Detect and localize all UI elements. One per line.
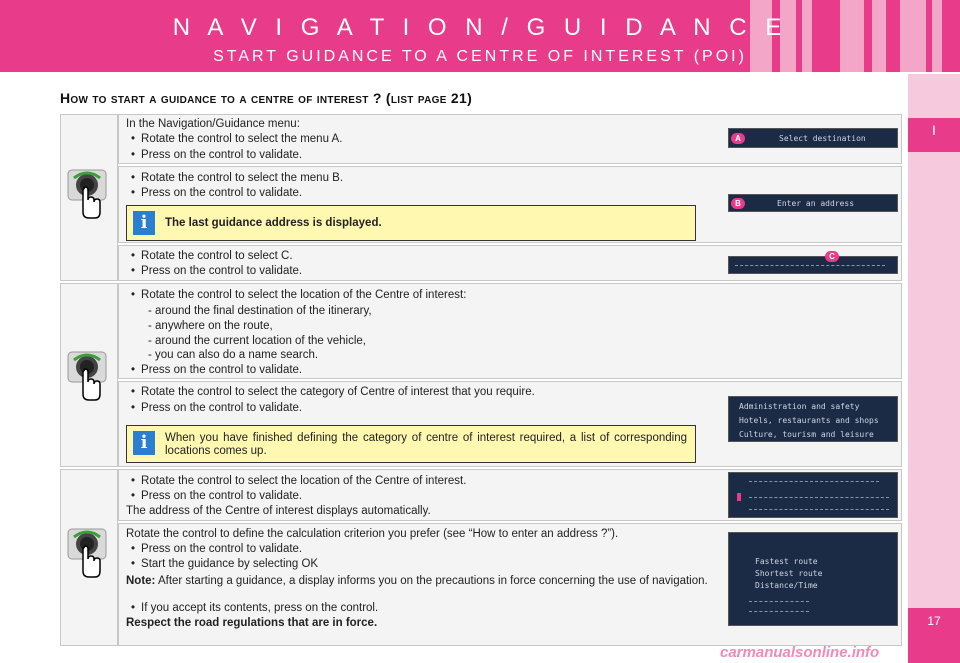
screen-label: Hotels, restaurants and shops	[739, 416, 879, 425]
step-text: In the Navigation/Guidance menu:	[126, 118, 300, 130]
step-bullet: • Start the guidance by selecting OK	[131, 557, 318, 571]
warning-text: Respect the road regulations that are in force.	[126, 617, 378, 629]
info-icon: i	[133, 431, 155, 455]
step-sub-item: - around the current location of the vehicle,	[148, 335, 366, 347]
screen-enter-address	[728, 194, 898, 212]
step-text: The address of the Centre of interest displays automatically.	[126, 505, 431, 517]
rotary-control-icon	[66, 527, 108, 579]
screen-label: Shortest route	[755, 569, 823, 578]
header-banner	[0, 0, 960, 72]
step-bullet: • Rotate the control to select C.	[131, 249, 293, 263]
screen-options-bar	[728, 252, 898, 274]
rotary-control-icon	[66, 168, 108, 220]
section-title: How to start a guidance to a centre of interest ? (list page 21)	[60, 90, 473, 106]
side-strip	[908, 74, 960, 663]
screen-label: Enter an address	[777, 199, 855, 208]
step-bullet: • Press on the control to validate.	[131, 264, 302, 278]
note-label: Note:	[126, 575, 156, 587]
step-text: Rotate the control to define the calculation criterion you prefer (see “How to enter an address ?”).	[126, 528, 619, 540]
note-text: After starting a guidance, a display informs you on the precautions in force concerning the use of navigation.	[157, 575, 708, 587]
page-subtitle: START GUIDANCE TO A CENTRE OF INTEREST (POI)	[213, 48, 747, 65]
step-bullet: • Press on the control to validate.	[131, 401, 302, 415]
step-bullet: • Press on the control to validate.	[131, 542, 302, 556]
screen-label: Administration and safety	[739, 402, 860, 411]
step-bullet: • Rotate the control to select the category of Centre of interest that you require.	[131, 385, 535, 399]
watermark-logo: carmanualsonline.info	[720, 644, 880, 661]
rotary-control-icon	[66, 350, 108, 402]
badge-c: C	[825, 251, 839, 262]
screen-poi-categories	[728, 396, 898, 442]
step-sub-item: - you can also do a name search.	[148, 349, 319, 361]
step-sub-item: - around the final destination of the itinerary,	[148, 305, 372, 317]
page-title: N A V I G A T I O N / G U I D A N C E	[172, 14, 788, 41]
screen-label: Distance/Time	[755, 581, 818, 590]
step-sub-item: - anywhere on the route,	[148, 320, 273, 332]
note	[126, 574, 718, 588]
info-box	[126, 425, 696, 463]
badge-b: B	[731, 198, 745, 209]
info-text: The last guidance address is displayed.	[165, 217, 382, 229]
step-bullet: • Rotate the control to select the menu B.	[131, 171, 343, 185]
screen-label: Fastest route	[755, 557, 818, 566]
badge-a: A	[731, 133, 745, 144]
step-bullet: • Rotate the control to select the menu A.	[131, 132, 342, 146]
screen-poi-location	[728, 472, 898, 518]
step-bullet: • If you accept its contents, press on the control.	[131, 601, 378, 615]
step-bullet: • Press on the control to validate.	[131, 363, 302, 377]
info-icon: i	[133, 211, 155, 235]
screen-label: Select destination	[779, 134, 866, 143]
step-bullet: • Rotate the control to select the location of the Centre of interest.	[131, 474, 466, 488]
step-bullet: • Press on the control to validate.	[131, 489, 302, 503]
screen-route-criteria	[728, 532, 898, 626]
screen-select-destination	[728, 128, 898, 148]
info-box	[126, 205, 696, 241]
step-bullet: • Press on the control to validate.	[131, 186, 302, 200]
info-text: When you have finished defining the category of centre of interest required, a list of corresponding locations comes up.	[165, 432, 687, 457]
step-bullet: • Press on the control to validate.	[131, 148, 302, 162]
step-bullet: • Rotate the control to select the location of the Centre of interest:	[131, 288, 466, 302]
screen-label: Culture, tourism and leisure	[739, 430, 874, 439]
chapter-tab: I	[908, 118, 960, 152]
page-number: 17	[908, 608, 960, 663]
